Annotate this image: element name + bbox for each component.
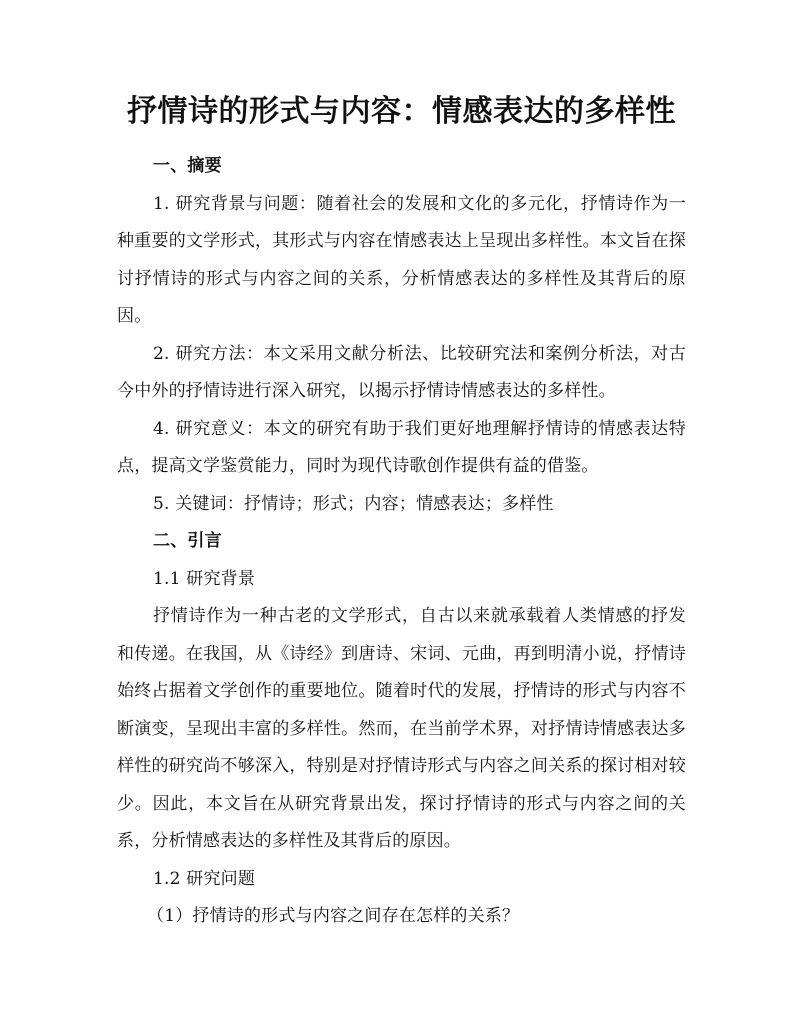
abstract-item-method: 2. 研究方法：本文采用文献分析法、比较研究法和案例分析法，对古今中外的抒情诗进行深入研究，以揭示抒情诗情感表达的多样性。 <box>117 343 686 401</box>
abstract-item-significance: 4. 研究意义：本文的研究有助于我们更好地理解抒情诗的情感表达特点，提高文学鉴赏能力，同时为现代诗歌创作提供有益的借鉴。 <box>117 418 686 476</box>
document-title: 抒情诗的形式与内容：情感表达的多样性 <box>127 94 676 129</box>
abstract-heading: 一、摘要 <box>153 156 222 176</box>
document-body <box>117 148 686 936</box>
abstract-item-background: 1. 研究背景与问题：随着社会的发展和文化的多元化，抒情诗作为一种重要的文学形式，其形式与内容在情感表达上呈现出多样性。本文旨在探讨抒情诗的形式与内容之间的关系，分析情感表达的多样性及其背后的原因。 <box>117 193 686 326</box>
abstract-item-keywords: 5. 关键词：抒情诗；形式；内容；情感表达；多样性 <box>153 493 554 514</box>
intro-heading: 二、引言 <box>153 531 222 551</box>
research-question-1: （1）抒情诗的形式与内容之间存在怎样的关系？ <box>147 906 520 926</box>
section-1-1-heading: 1.1 研究背景 <box>153 568 256 589</box>
section-1-1-paragraph: 抒情诗作为一种古老的文学形式，自古以来就承载着人类情感的抒发和传递。在我国，从《诗经》到唐诗、宋词、元曲，再到明清小说，抒情诗始终占据着文学创作的重要地位。随着时代的发展，抒情诗的形式与内容不断演变，呈现出丰富的多样性。然而，在当前学术界，对抒情诗情感表达多样性的研究尚不够深入，特别是对抒情诗形式与内容之间关系的探讨相对较少。因此，本文旨在从研究背景出发，探讨抒情诗的形式与内容之间的关系，分析情感表达的多样性及其背后的原因。 <box>117 606 686 851</box>
section-1-2-heading: 1.2 研究问题 <box>153 868 256 889</box>
